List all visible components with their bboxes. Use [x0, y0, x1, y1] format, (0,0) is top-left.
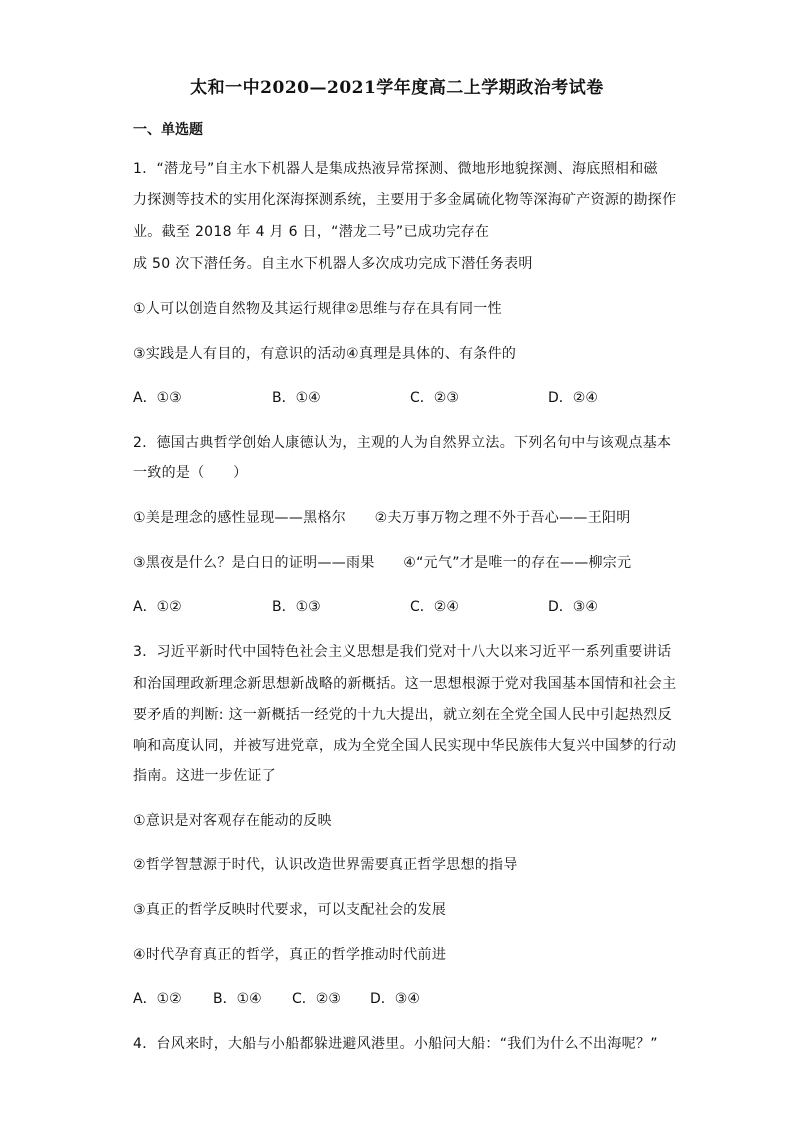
q1-line-2: 力探测等技术的实用化深海探测系统，主要用于多金属硫化物等深海矿产资源的勘探作	[133, 192, 677, 208]
q3-option-a: A．①②	[133, 991, 182, 1007]
q2-option-c: C．②④	[410, 599, 459, 615]
q3-option-d: D．③④	[370, 991, 420, 1007]
q3-line-4: 响和高度认同，并被写进党章，成为全党全国人民实现中华民族伟大复兴中国梦的行动	[133, 738, 677, 754]
q3-line-1: 3．习近平新时代中国特色社会主义思想是我们党对十八大以来习近平一系列重要讲话	[133, 644, 672, 660]
q1-statement-1: ①人可以创造自然物及其运行规律②思维与存在具有同一性	[133, 301, 502, 317]
q2-line-2: 一致的是（ ）	[133, 465, 248, 481]
q1-line-1: 1．“潜龙号”自主水下机器人是集成热液异常探测、微地形地貌探测、海底照相和磁	[133, 161, 658, 177]
q3-statement-2: ②哲学智慧源于时代，认识改造世界需要真正哲学思想的指导	[133, 857, 518, 873]
q3-option-c: C．②③	[292, 991, 341, 1007]
q1-line-4: 成 50 次下潜任务。自主水下机器人多次成功完成下潜任务表明	[133, 256, 533, 272]
q1-line-3: 业。截至 2018 年 4 月 6 日，“潜龙二号”已成功完存在	[133, 224, 490, 240]
q3-option-b: B．①④	[213, 991, 262, 1007]
q1-option-a: A．①③	[133, 390, 182, 406]
q1-option-d: D．②④	[548, 390, 598, 406]
q3-line-5: 指南。这进一步佐证了	[133, 768, 276, 784]
exam-title: 太和一中2020—2021学年度高二上学期政治考试卷	[190, 78, 604, 98]
q3-statement-4: ④时代孕育真正的哲学，真正的哲学推动时代前进	[133, 947, 447, 963]
q1-statement-2: ③实践是人有目的，有意识的活动④真理是具体的、有条件的	[133, 346, 517, 362]
q3-line-3: 要矛盾的判断: 这一新概括一经党的十九大提出，就立刻在全党全国人民中引起热烈反	[133, 707, 672, 723]
q3-statement-3: ③真正的哲学反映时代要求，可以支配社会的发展	[133, 902, 447, 918]
q2-option-a: A．①②	[133, 599, 182, 615]
q2-line-1: 2．德国古典哲学创始人康德认为，主观的人为自然界立法。下列名句中与该观点基本	[133, 435, 672, 451]
q2-statement-2: ③黑夜是什么？是白日的证明——雨果 ④“元气”才是唯一的存在——柳宗元	[133, 555, 632, 571]
q1-option-c: C．②③	[410, 390, 459, 406]
q2-option-b: B．①③	[272, 599, 321, 615]
q4-line-1: 4．台风来时，大船与小船都躲进避风港里。小船问大船：“我们为什么不出海呢？”	[133, 1036, 658, 1052]
q3-statement-1: ①意识是对客观存在能动的反映	[133, 813, 332, 829]
q2-statement-1: ①美是理念的感性显现——黑格尔 ②夫万事万物之理不外于吾心——王阳明	[133, 510, 631, 526]
section-heading: 一、单选题	[133, 122, 203, 138]
q2-option-d: D．③④	[548, 599, 598, 615]
q1-option-b: B．①④	[272, 390, 321, 406]
q3-line-2: 和治国理政新理念新思想新战略的新概括。这一思想根源于党对我国基本国情和社会主	[133, 676, 677, 692]
